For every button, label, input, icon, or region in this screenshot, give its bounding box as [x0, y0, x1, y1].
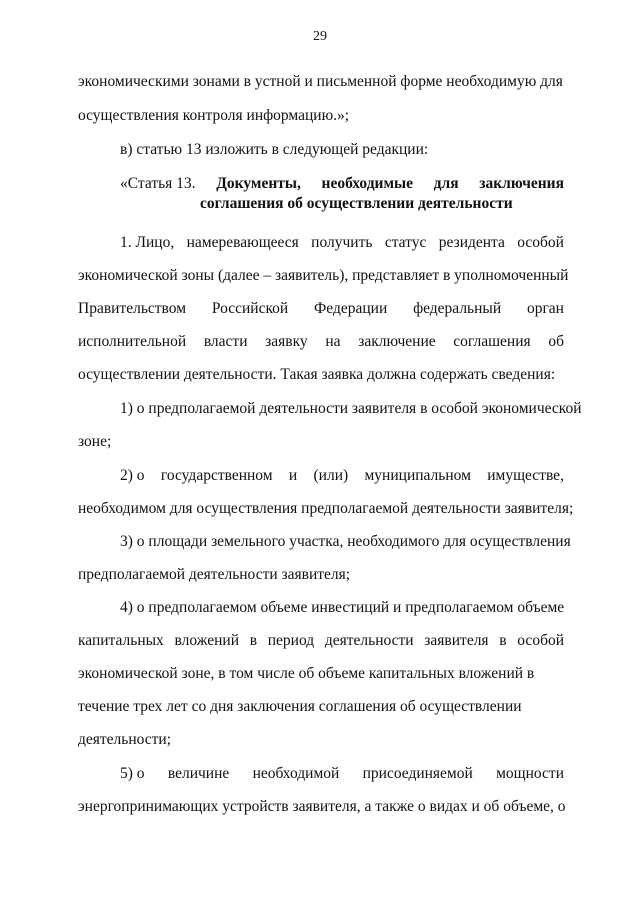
text-word: об — [548, 333, 564, 350]
text-word: орган — [526, 300, 564, 317]
list-item-line: энергопринимающих устройств заявителя, а также о видах и об объеме, о — [78, 798, 566, 815]
text-word: 5) о — [120, 765, 145, 782]
text-run: экономическими зонами в устной и письменной форме необходимую для — [78, 73, 563, 90]
text-word: намеревающееся — [186, 234, 299, 251]
article-number: «Статья 13. — [120, 175, 196, 192]
text-word: в — [499, 632, 507, 649]
text-line — [78, 72, 564, 92]
article-title-word: заключения — [479, 175, 564, 192]
list-item-line — [120, 764, 564, 784]
text-word: государственном — [160, 467, 273, 484]
list-item-line: необходимом для осуществления предполагаемой деятельности заявителя; — [78, 500, 574, 517]
text-line: экономической зоны (далее – заявитель), представляет в уполномоченный — [78, 267, 569, 284]
text-word: муниципальном — [364, 467, 471, 484]
text-word: деятельности — [324, 632, 414, 649]
text-word: заявку — [265, 333, 308, 350]
list-item-line: течение трех лет со дня заключения соглашения об осуществлении — [78, 698, 522, 715]
text-word: величине — [167, 765, 230, 782]
text-line: в) статью 13 изложить в следующей редакции: — [120, 141, 429, 158]
list-item-line: зоне; — [78, 433, 112, 450]
text-word: исполнительной — [78, 333, 187, 350]
text-word: особой — [517, 632, 564, 649]
text-word: Федерации — [314, 300, 388, 317]
text-line — [78, 299, 564, 319]
list-item-line: предполагаемой деятельности заявителя; — [78, 566, 351, 583]
text-word: резидента — [438, 234, 505, 251]
text-word: период — [267, 632, 315, 649]
article-title-word: необходимые — [321, 175, 414, 192]
text-word: (или) — [313, 467, 349, 484]
text-word: капитальных — [78, 632, 164, 649]
text-word: заключение — [358, 333, 436, 350]
text-word: особой — [517, 234, 564, 251]
list-item-line: 1) о предполагаемой деятельности заявителя в особой экономической — [120, 400, 582, 417]
list-item-line — [120, 466, 564, 486]
list-item-line: деятельности; — [78, 731, 172, 748]
text-word: получить — [311, 234, 373, 251]
text-word: заявителя — [424, 632, 489, 649]
list-item-line — [78, 631, 564, 651]
text-word: власти — [203, 333, 248, 350]
text-line: осуществлении деятельности. Такая заявка должна содержать сведения: — [78, 366, 556, 383]
text-word: соглашения — [453, 333, 531, 350]
text-word: имуществе, — [487, 467, 564, 484]
list-item-line: экономической зоне, в том числе об объеме капитальных вложений в — [78, 665, 535, 682]
text-word: в — [249, 632, 258, 649]
text-word: 1. Лицо, — [120, 234, 175, 251]
text-line — [78, 332, 564, 352]
article-title-word: для — [433, 175, 459, 192]
text-word: необходимой — [252, 765, 340, 782]
text-word: и — [288, 467, 298, 484]
text-word: статус — [384, 234, 427, 251]
text-word: федеральный — [413, 300, 502, 317]
article-heading-line — [120, 174, 564, 194]
article-title-line: соглашения об осуществлении деятельности — [200, 195, 513, 212]
text-line — [120, 233, 564, 253]
text-word: Российской — [211, 300, 289, 317]
text-word: вложений — [174, 632, 239, 649]
article-title-word: Документы, — [216, 175, 301, 192]
text-line: осуществления контроля информацию.»; — [78, 107, 350, 124]
text-word: 2) о — [120, 467, 145, 484]
text-word: присоединяемой — [362, 765, 473, 782]
text-word: Правительством — [78, 300, 187, 317]
list-item-line: 3) о площади земельного участка, необходимого для осуществления — [120, 533, 571, 550]
text-word: на — [325, 333, 341, 350]
text-word: мощности — [496, 765, 564, 782]
list-item-line: 4) о предполагаемом объеме инвестиций и предполагаемом объеме — [120, 599, 565, 616]
page-number: 29 — [313, 29, 327, 44]
